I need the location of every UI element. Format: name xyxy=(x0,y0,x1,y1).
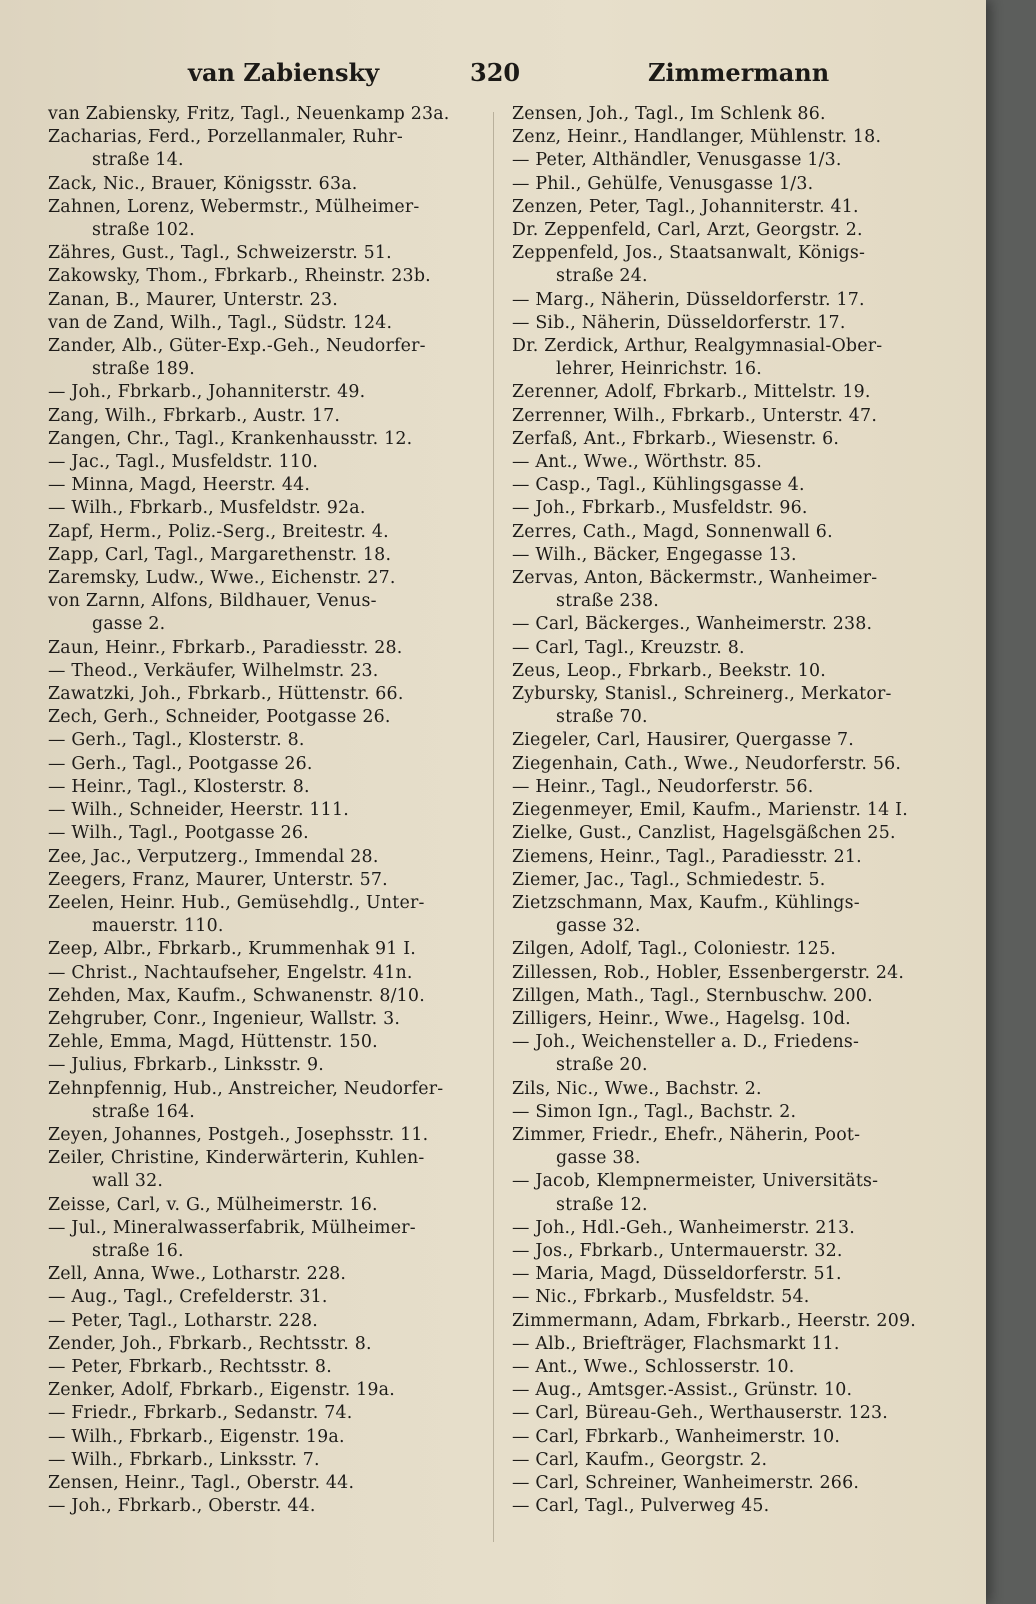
directory-entry-line: Zenker, Adolf, Fbrkarb., Eigenstr. 19a. xyxy=(48,1380,395,1401)
directory-entry-line: Zander, Alb., Güter-Exp.-Geh., Neudorfer- xyxy=(48,336,426,357)
directory-entry-line: Zell, Anna, Wwe., Lotharstr. 228. xyxy=(48,1264,347,1285)
directory-entry-line: Zawatzki, Joh., Fbrkarb., Hüttenstr. 66. xyxy=(48,684,404,705)
directory-entry-line: Zacharias, Ferd., Porzellanmaler, Ruhr- xyxy=(48,127,403,148)
directory-entry-line: Zehle, Emma, Magd, Hüttenstr. 150. xyxy=(48,1032,378,1053)
directory-entry-line: — Jos., Fbrkarb., Untermauerstr. 32. xyxy=(512,1240,843,1261)
directory-entry-line: Zillgen, Math., Tagl., Sternbuschw. 200. xyxy=(512,985,873,1006)
directory-entry-line: Zilgen, Adolf, Tagl., Coloniestr. 125. xyxy=(512,939,836,960)
directory-entry-line: — Friedr., Fbrkarb., Sedanstr. 74. xyxy=(48,1403,353,1424)
directory-entry-line: Zenzen, Peter, Tagl., Johanniterstr. 41. xyxy=(512,196,859,217)
directory-entry-line: Ziemens, Heinr., Tagl., Paradiesstr. 21. xyxy=(512,846,862,867)
directory-entry-line: — Jul., Mineralwasserfabrik, Mülheimer- xyxy=(48,1217,416,1238)
directory-entry-line: Zimmer, Friedr., Ehefr., Näherin, Poot- xyxy=(512,1124,861,1145)
directory-entry-line: Zehnpfennig, Hub., Anstreicher, Neudorfer- xyxy=(48,1078,444,1099)
directory-entry-line: Zeyen, Johannes, Postgeh., Josephsstr. 11. xyxy=(48,1124,429,1145)
directory-entry-line: — Joh., Fbrkarb., Johanniterstr. 49. xyxy=(48,382,366,403)
directory-entry-line: Zerres, Cath., Magd, Sonnenwall 6. xyxy=(512,521,833,542)
directory-entry-line: Zapp, Carl, Tagl., Margarethenstr. 18. xyxy=(48,544,392,565)
directory-entry-line: lehrer, Heinrichstr. 16. xyxy=(556,359,762,380)
directory-entry-line: gasse 32. xyxy=(556,916,641,937)
directory-entry-line: Ziegeler, Carl, Hausirer, Quergasse 7. xyxy=(512,730,854,751)
directory-entry-line: van de Zand, Wilh., Tagl., Südstr. 124. xyxy=(48,312,393,333)
directory-entry-line: — Carl, Bäckerges., Wanheimerstr. 238. xyxy=(512,614,873,635)
directory-entry-line: — Jacob, Klempnermeister, Universitäts- xyxy=(512,1171,879,1192)
directory-entry-line: straße 12. xyxy=(556,1194,648,1215)
header-right-keyword: Zimmermann xyxy=(648,58,830,87)
directory-entry-line: Zapf, Herm., Poliz.-Serg., Breitestr. 4. xyxy=(48,521,389,542)
directory-entry-line: Zeiler, Christine, Kinderwärterin, Kuhlen- xyxy=(48,1148,425,1169)
directory-entry-line: — Heinr., Tagl., Klosterstr. 8. xyxy=(48,776,310,797)
directory-entry-line: — Carl, Schreiner, Wanheimerstr. 266. xyxy=(512,1472,860,1493)
directory-entry-line: straße 20. xyxy=(556,1055,648,1076)
directory-entry-line: — Christ., Nachtaufseher, Engelstr. 41n. xyxy=(48,962,413,983)
directory-entry-line: Zehden, Max, Kaufm., Schwanenstr. 8/10. xyxy=(48,985,425,1006)
directory-entry-line: — Carl, Fbrkarb., Wanheimerstr. 10. xyxy=(512,1426,841,1447)
directory-entry-line: — Carl, Büreau-Geh., Werthauserstr. 123. xyxy=(512,1403,888,1424)
directory-entry-line: — Wilh., Fbrkarb., Linksstr. 7. xyxy=(48,1449,320,1470)
directory-entry-line: — Jac., Tagl., Musfeldstr. 110. xyxy=(48,452,319,473)
directory-entry-line: — Gerh., Tagl., Klosterstr. 8. xyxy=(48,730,305,751)
directory-entry-line: Zerrenner, Wilh., Fbrkarb., Unterstr. 47. xyxy=(512,405,878,426)
directory-entry-line: — Wilh., Fbrkarb., Eigenstr. 19a. xyxy=(48,1426,345,1447)
directory-entry-line: — Nic., Fbrkarb., Musfeldstr. 54. xyxy=(512,1287,810,1308)
directory-entry-line: Zähres, Gust., Tagl., Schweizerstr. 51. xyxy=(48,243,392,264)
directory-entry-line: Zakowsky, Thom., Fbrkarb., Rheinstr. 23b. xyxy=(48,266,431,287)
directory-entry-line: Zangen, Chr., Tagl., Krankenhausstr. 12. xyxy=(48,428,413,449)
directory-entry-line: — Wilh., Fbrkarb., Musfeldstr. 92a. xyxy=(48,498,366,519)
directory-entry-line: — Carl, Kaufm., Georgstr. 2. xyxy=(512,1449,768,1470)
directory-entry-line: — Alb., Briefträger, Flachsmarkt 11. xyxy=(512,1333,840,1354)
directory-entry-line: gasse 2. xyxy=(92,614,166,635)
directory-entry-line: — Maria, Magd, Düsseldorferstr. 51. xyxy=(512,1264,842,1285)
directory-entry-line: Zimmermann, Adam, Fbrkarb., Heerstr. 209. xyxy=(512,1310,916,1331)
directory-entry-line: — Heinr., Tagl., Neudorferstr. 56. xyxy=(512,776,814,797)
directory-entry-line: — Joh., Weichensteller a. D., Friedens- xyxy=(512,1032,860,1053)
directory-entry-line: straße 189. xyxy=(92,359,195,380)
directory-entry-line: Zybursky, Stanisl., Schreinerg., Merkator- xyxy=(512,684,892,705)
directory-entry-line: von Zarnn, Alfons, Bildhauer, Venus- xyxy=(48,591,377,612)
directory-entry-line: Zeep, Albr., Fbrkarb., Krummenhak 91 I. xyxy=(48,939,417,960)
directory-entry-line: — Marg., Näherin, Düsseldorferstr. 17. xyxy=(512,289,865,310)
directory-entry-line: Dr. Zerdick, Arthur, Realgymnasial-Ober- xyxy=(512,336,883,357)
directory-entry-line: straße 164. xyxy=(92,1101,195,1122)
directory-entry-line: — Carl, Tagl., Pulverweg 45. xyxy=(512,1496,770,1517)
directory-entry-line: — Casp., Tagl., Kühlingsgasse 4. xyxy=(512,475,805,496)
directory-entry-line: — Ant., Wwe., Schlosserstr. 10. xyxy=(512,1356,795,1377)
directory-entry-line: — Theod., Verkäufer, Wilhelmstr. 23. xyxy=(48,660,379,681)
directory-entry-line: straße 70. xyxy=(556,707,648,728)
directory-entry-line: Zielke, Gust., Canzlist, Hagelsgäßchen 25. xyxy=(512,823,896,844)
directory-entry-line: Zehgruber, Conr., Ingenieur, Wallstr. 3. xyxy=(48,1008,401,1029)
directory-entry-line: — Wilh., Tagl., Pootgasse 26. xyxy=(48,823,309,844)
directory-entry-line: Zensen, Heinr., Tagl., Oberstr. 44. xyxy=(48,1472,355,1493)
directory-entry-line: Zaremsky, Ludw., Wwe., Eichenstr. 27. xyxy=(48,568,396,589)
directory-entry-line: Zenz, Heinr., Handlanger, Mühlenstr. 18. xyxy=(512,127,882,148)
directory-entry-line: Dr. Zeppenfeld, Carl, Arzt, Georgstr. 2. xyxy=(512,220,863,241)
directory-entry-line: Zaun, Heinr., Fbrkarb., Paradiesstr. 28. xyxy=(48,637,403,658)
directory-entry-line: Zee, Jac., Verputzerg., Immendal 28. xyxy=(48,846,379,867)
directory-entry-line: Zender, Joh., Fbrkarb., Rechtsstr. 8. xyxy=(48,1333,372,1354)
directory-entry-line: Zang, Wilh., Fbrkarb., Austr. 17. xyxy=(48,405,341,426)
directory-entry-line: — Peter, Althändler, Venusgasse 1/3. xyxy=(512,150,842,171)
directory-entry-line: — Peter, Tagl., Lotharstr. 228. xyxy=(48,1310,318,1331)
directory-entry-line: Zillessen, Rob., Hobler, Essenbergerstr. 24. xyxy=(512,962,905,983)
directory-entry-line: — Ant., Wwe., Wörthstr. 85. xyxy=(512,452,762,473)
directory-entry-line: Zeelen, Heinr. Hub., Gemüsehdlg., Unter- xyxy=(48,892,425,913)
directory-entry-line: — Aug., Amtsger.-Assist., Grünstr. 10. xyxy=(512,1380,853,1401)
directory-entry-line: — Joh., Fbrkarb., Oberstr. 44. xyxy=(48,1496,316,1517)
directory-entry-line: Zerenner, Adolf, Fbrkarb., Mittelstr. 19. xyxy=(512,382,871,403)
directory-entry-line: — Sib., Näherin, Düsseldorferstr. 17. xyxy=(512,312,846,333)
directory-entry-line: Zietzschmann, Max, Kaufm., Kühlings- xyxy=(512,892,860,913)
directory-entry-line: Zech, Gerh., Schneider, Pootgasse 26. xyxy=(48,707,391,728)
directory-entry-line: straße 16. xyxy=(92,1240,184,1261)
directory-entry-line: — Peter, Fbrkarb., Rechtsstr. 8. xyxy=(48,1356,332,1377)
right-column xyxy=(512,103,944,1518)
directory-entry-line: Zeisse, Carl, v. G., Mülheimerstr. 16. xyxy=(48,1194,378,1215)
directory-entry-line: straße 14. xyxy=(92,150,184,171)
directory-entry-line: — Minna, Magd, Heerstr. 44. xyxy=(48,475,311,496)
directory-entry-line: — Carl, Tagl., Kreuzstr. 8. xyxy=(512,637,745,658)
directory-entry-line: Ziegenhain, Cath., Wwe., Neudorferstr. 56. xyxy=(512,753,902,774)
directory-entry-line: straße 24. xyxy=(556,266,648,287)
header-left-keyword: van Zabiensky xyxy=(188,58,380,87)
directory-entry-line: — Joh., Fbrkarb., Musfeldstr. 96. xyxy=(512,498,808,519)
directory-entry-line: Ziemer, Jac., Tagl., Schmiedestr. 5. xyxy=(512,869,826,890)
left-column xyxy=(48,103,478,1518)
directory-entry-line: straße 238. xyxy=(556,591,659,612)
directory-entry-line: Ziegenmeyer, Emil, Kaufm., Marienstr. 14 I. xyxy=(512,800,908,821)
directory-entry-line: Zensen, Joh., Tagl., Im Schlenk 86. xyxy=(512,104,826,124)
directory-entry-line: — Julius, Fbrkarb., Linksstr. 9. xyxy=(48,1055,324,1076)
directory-entry-line: wall 32. xyxy=(92,1171,164,1192)
directory-entry-line: Zeppenfeld, Jos., Staatsanwalt, Königs- xyxy=(512,243,866,264)
directory-entry-line: Zerfaß, Ant., Fbrkarb., Wiesenstr. 6. xyxy=(512,428,840,449)
directory-entry-line: Zack, Nic., Brauer, Königsstr. 63a. xyxy=(48,173,358,194)
directory-entry-line: — Phil., Gehülfe, Venusgasse 1/3. xyxy=(512,173,814,194)
directory-entry-line: van Zabiensky, Fritz, Tagl., Neuenkamp 23a. xyxy=(48,104,450,124)
directory-entry-line: — Wilh., Bäcker, Engegasse 13. xyxy=(512,544,797,565)
directory-entry-line: Zeus, Leop., Fbrkarb., Beekstr. 10. xyxy=(512,660,826,681)
page-header xyxy=(0,58,986,98)
directory-entry-line: — Joh., Hdl.-Geh., Wanheimerstr. 213. xyxy=(512,1217,855,1238)
column-divider xyxy=(493,112,494,1542)
directory-entry-line: — Aug., Tagl., Crefelderstr. 31. xyxy=(48,1287,328,1308)
directory-entry-line: gasse 38. xyxy=(556,1148,641,1169)
directory-entry-line: Zervas, Anton, Bäckermstr., Wanheimer- xyxy=(512,568,878,589)
directory-entry-line: Zahnen, Lorenz, Webermstr., Mülheimer- xyxy=(48,196,420,217)
directory-entry-line: — Gerh., Tagl., Pootgasse 26. xyxy=(48,753,313,774)
directory-entry-line: Zilligers, Heinr., Wwe., Hagelsg. 10d. xyxy=(512,1008,851,1029)
directory-entry-line: straße 102. xyxy=(92,220,195,241)
directory-entry-line: Zeegers, Franz, Maurer, Unterstr. 57. xyxy=(48,869,388,890)
page-number: 320 xyxy=(470,58,521,87)
directory-entry-line: mauerstr. 110. xyxy=(92,916,224,937)
directory-entry-line: — Simon Ign., Tagl., Bachstr. 2. xyxy=(512,1101,797,1122)
directory-entry-line: — Wilh., Schneider, Heerstr. 111. xyxy=(48,800,349,821)
directory-entry-line: Zils, Nic., Wwe., Bachstr. 2. xyxy=(512,1078,762,1099)
directory-entry-line: Zanan, B., Maurer, Unterstr. 23. xyxy=(48,289,338,310)
